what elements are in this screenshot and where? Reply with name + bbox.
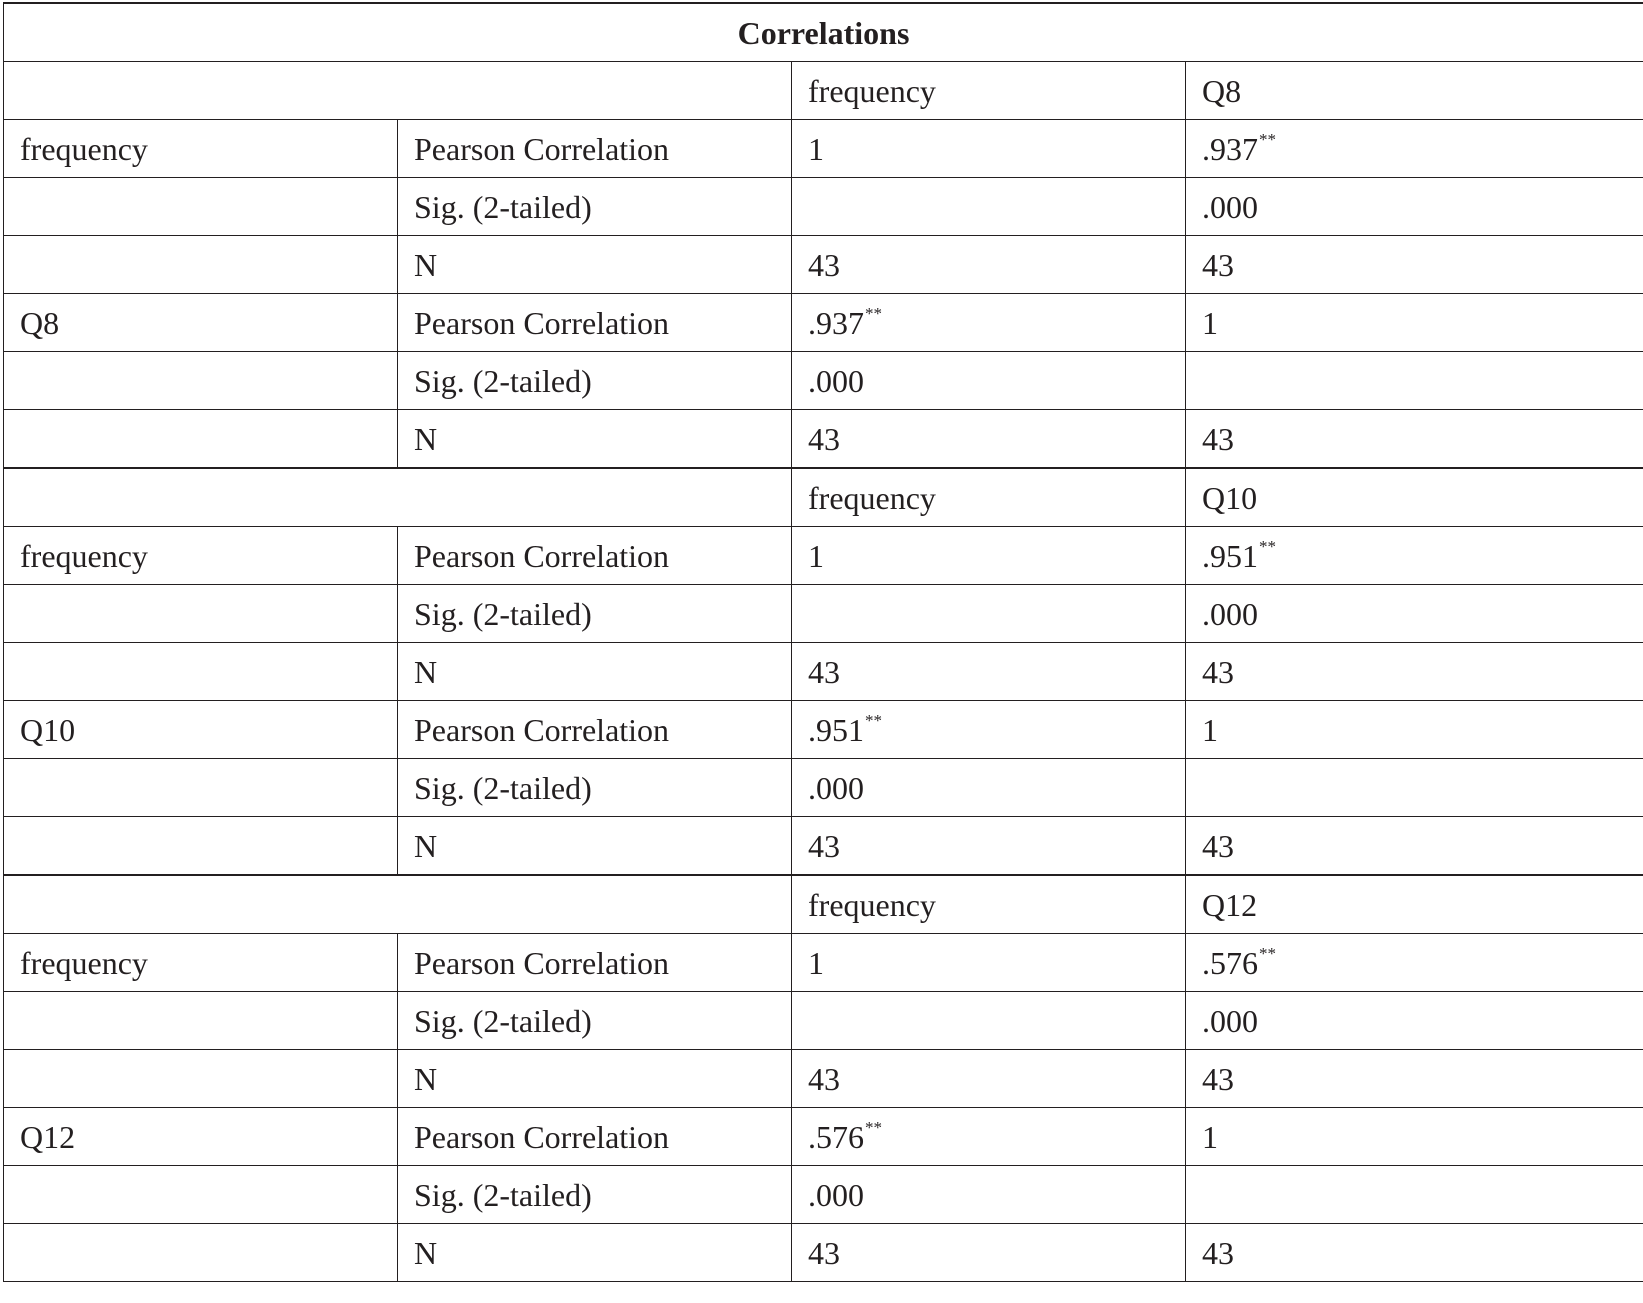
value-cell [792,352,1186,410]
value-cell-text: .000 [808,1176,864,1213]
variable-cell [4,294,398,352]
value-cell-text: 43 [808,653,840,690]
variable-cell [4,178,398,236]
value-cell [792,585,1186,643]
value-cell [1186,410,1643,469]
header-blank-cell [4,62,792,120]
value-cell-text: 1 [808,130,824,167]
table-title-row [4,3,1643,62]
statistic-cell [398,992,792,1050]
variable-cell [4,585,398,643]
value-cell [1186,934,1643,992]
variable-cell [4,643,398,701]
value-cell-text: 43 [808,827,840,864]
column-header [1186,468,1643,527]
value-cell [1186,701,1643,759]
value-cell [1186,759,1643,817]
value-cell [1186,585,1643,643]
value-cell [1186,294,1643,352]
table-row [4,934,1643,992]
variable-cell [4,1108,398,1166]
statistic-cell-text: N [414,653,438,690]
significance-marker: ** [865,1117,882,1137]
variable-cell [4,1166,398,1224]
value-cell-text: 43 [1202,1234,1234,1271]
significance-marker: ** [865,303,882,323]
column-header [1186,62,1643,120]
value-cell-text: .000 [1202,1002,1258,1039]
value-cell-text: 1 [1202,1118,1218,1155]
statistic-cell-text: Pearson Correlation [414,130,670,167]
table-row [4,585,1643,643]
significance-marker: ** [1259,536,1276,556]
value-cell-text: 1 [1202,711,1218,748]
value-cell-text: 43 [808,1234,840,1271]
table-row [4,120,1643,178]
value-cell-text: .937 [1202,130,1258,167]
variable-cell-text: Q8 [20,304,60,341]
value-cell [792,643,1186,701]
significance-marker: ** [1259,129,1276,149]
value-cell-text: .000 [808,362,864,399]
variable-cell-text: frequency [20,944,148,981]
statistic-cell-text: Sig. (2-tailed) [414,769,592,806]
value-cell [792,178,1186,236]
variable-cell-text: Q12 [20,1118,76,1155]
value-cell-text: 1 [808,944,824,981]
value-cell-text: .000 [1202,188,1258,225]
column-header [792,875,1186,934]
value-cell-text: .576 [1202,944,1258,981]
value-cell-text: 43 [1202,827,1234,864]
statistic-cell [398,178,792,236]
statistic-cell-text: Pearson Correlation [414,304,670,341]
table-row [4,1166,1643,1224]
value-cell-text: .951 [1202,537,1258,574]
table-row [4,352,1643,410]
value-cell [792,759,1186,817]
value-cell-text: 43 [808,1060,840,1097]
value-cell [1186,352,1643,410]
statistic-cell [398,934,792,992]
statistic-cell [398,1224,792,1282]
value-cell [1186,1166,1643,1224]
header-blank-cell [4,875,792,934]
value-cell-text: 43 [808,420,840,457]
column-header [1186,875,1643,934]
variable-cell-text: Q10 [20,711,76,748]
variable-cell [4,934,398,992]
statistic-cell-text: N [414,246,438,283]
statistic-cell-text: Pearson Correlation [414,711,670,748]
table-row [4,643,1643,701]
variable-cell [4,236,398,294]
value-cell-text: 1 [808,537,824,574]
statistic-cell-text: N [414,827,438,864]
value-cell [1186,178,1643,236]
column-header-text: frequency [808,479,936,516]
value-cell [792,992,1186,1050]
table-row [4,1224,1643,1282]
value-cell [1186,236,1643,294]
statistic-cell [398,585,792,643]
statistic-cell-text: N [414,420,438,457]
variable-cell [4,352,398,410]
value-cell [792,410,1186,469]
value-cell-text: 43 [1202,246,1234,283]
variable-cell [4,701,398,759]
variable-cell-text: frequency [20,537,148,574]
column-header-text: Q10 [1202,479,1258,516]
value-cell [792,1108,1186,1166]
variable-cell [4,120,398,178]
value-cell [1186,120,1643,178]
statistic-cell [398,643,792,701]
variable-cell [4,527,398,585]
value-cell [792,817,1186,876]
column-header [792,468,1186,527]
value-cell [1186,992,1643,1050]
statistic-cell [398,1050,792,1108]
table-row [4,410,1643,469]
value-cell [792,701,1186,759]
variable-cell [4,992,398,1050]
column-header [792,62,1186,120]
variable-cell [4,410,398,469]
value-cell [792,934,1186,992]
value-cell [1186,1108,1643,1166]
value-cell-text: 43 [1202,653,1234,690]
value-cell-text: .937 [808,304,864,341]
value-cell [792,294,1186,352]
column-header-text: frequency [808,72,936,109]
value-cell [792,120,1186,178]
statistic-cell [398,701,792,759]
column-header-text: Q8 [1202,72,1242,109]
block-header-row [4,875,1643,934]
table-row [4,1108,1643,1166]
value-cell [1186,643,1643,701]
value-cell [1186,527,1643,585]
statistic-cell-text: Sig. (2-tailed) [414,362,592,399]
header-blank-cell [4,468,792,527]
significance-marker: ** [1259,943,1276,963]
statistic-cell [398,410,792,469]
value-cell [1186,817,1643,876]
correlations-table-container [3,2,1643,1282]
statistic-cell [398,120,792,178]
table-row [4,1050,1643,1108]
value-cell-text: 43 [1202,1060,1234,1097]
value-cell-text: 1 [1202,304,1218,341]
value-cell [792,527,1186,585]
statistic-cell [398,817,792,876]
variable-cell [4,1224,398,1282]
variable-cell [4,817,398,876]
statistic-cell [398,294,792,352]
variable-cell-text: frequency [20,130,148,167]
table-title: Correlations [4,3,1643,62]
value-cell [792,236,1186,294]
significance-marker: ** [865,710,882,730]
value-cell [1186,1050,1643,1108]
statistic-cell [398,527,792,585]
statistic-cell-text: N [414,1060,438,1097]
value-cell-text: .951 [808,711,864,748]
table-row [4,759,1643,817]
statistic-cell [398,236,792,294]
value-cell-text: .000 [808,769,864,806]
value-cell-text: 43 [1202,420,1234,457]
statistic-cell [398,1108,792,1166]
column-header-text: frequency [808,886,936,923]
variable-cell [4,759,398,817]
value-cell-text: .576 [808,1118,864,1155]
table-row [4,817,1643,876]
statistic-cell [398,1166,792,1224]
statistic-cell-text: Pearson Correlation [414,944,670,981]
table-row [4,236,1643,294]
value-cell [792,1166,1186,1224]
value-cell-text: 43 [808,246,840,283]
table-row [4,701,1643,759]
statistic-cell-text: Pearson Correlation [414,537,670,574]
statistic-cell [398,352,792,410]
variable-cell [4,1050,398,1108]
column-header-text: Q12 [1202,886,1258,923]
statistic-cell-text: Sig. (2-tailed) [414,1002,592,1039]
value-cell [792,1224,1186,1282]
value-cell-text: .000 [1202,595,1258,632]
table-row [4,992,1643,1050]
value-cell [1186,1224,1643,1282]
statistic-cell-text: Sig. (2-tailed) [414,1176,592,1213]
block-header-row [4,62,1643,120]
correlations-table [3,2,1643,1282]
table-row [4,178,1643,236]
statistic-cell-text: Sig. (2-tailed) [414,595,592,632]
statistic-cell-text: Pearson Correlation [414,1118,670,1155]
correlations-table-body [4,3,1643,1282]
statistic-cell [398,759,792,817]
block-header-row [4,468,1643,527]
statistic-cell-text: Sig. (2-tailed) [414,188,592,225]
statistic-cell-text: N [414,1234,438,1271]
value-cell [792,1050,1186,1108]
table-row [4,294,1643,352]
table-row [4,527,1643,585]
